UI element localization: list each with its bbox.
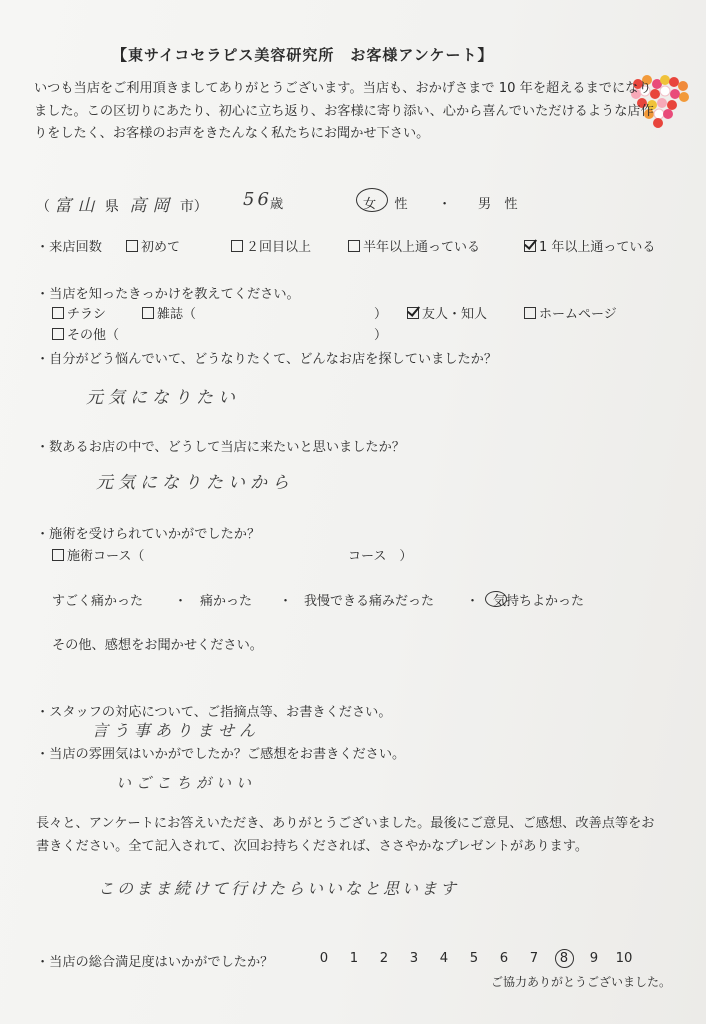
visit-option-halfyear: 半年以上通っている (348, 236, 480, 255)
rating-pleasant: 気持ちよかった (493, 594, 585, 609)
visit-option-oneyear: 1 年以上通っている (524, 236, 655, 255)
city-value: 高岡 (129, 196, 176, 216)
visit-checkbox-second (231, 240, 243, 252)
source-option-other: その他（ (52, 324, 119, 343)
male-option: 男 性 (478, 197, 518, 212)
survey-sheet: 【東サイコセラピス美容研究所 お客様アンケート】 いつも当店をご利用頂きましてありがとうございます。当店も、おかげさまで 10 年を超えるまでになりました。この区切りにあたり、初心に立ち返り、お客様に寄り添い、心から喜んでいただけるような店作りをしたく、お客様のお声をきたんなく私たちにお聞かせ下さい。 （ 富山 県 高岡 市） 56 歳 女 性 ・ 男 性 ・来店回数 初めて ２回目以上 半年以上通っている 1 年以上通っている ・当店を知ったきっかけを教えてください。 チラシ 雑誌（ ） 友人・知人 ホームページ その他（ ） ・自分がどう悩んでいて、どうなりたくて、どんなお店を探していましたか？ 元気になりたい ・数あるお店の中で、どうして当店に来たいと思いましたか？ 元気になりたいから ・施術を受けられていかがでしたか？ 施術コース（ コース ） すごく痛かった ・ 痛かった ・ 我慢できる痛みだった ・ 気持ちよかった その他、感想をお聞かせください。 ・スタッフの対応について、ご指摘点等、お書きください。 言う事ありません ・当店の雰囲気はいかがでしたか？ご感想をお書きください。 いごこちがいい 長々と、アンケートにお答えいただき、ありがとうございました。最後にご意見、ご感想、改善点等をお書きください。全て記入されて、次回お持ちくだされば、ささやかなプレゼントがあります。 このまま続けて行けたらいいなと思います ・当店の総合満足度はいかがでしたか？ 0 1 2 3 4 5 6 7 8 9 10 ご協力ありがとうございました。 (0, 0, 706, 1024)
score-2: 2 (379, 951, 389, 966)
closing-answer: このまま続けて行けたらいいなと思います (98, 879, 460, 898)
treatment-course-option: 施術コース（ (52, 545, 144, 564)
score-0: 0 (319, 951, 329, 966)
prefecture-label: 県 (104, 199, 119, 215)
intro-text: いつも当店をご利用頂きましてありがとうございます。当店も、おかげさまで 10 年を超えるまでになりました。この区切りにあたり、初心に立ち返り、お客様に寄り添い、心から喜んでいただけるような店作りをしたく、お客様のお声をきたんなく私たちにお聞かせ下さい。 (34, 81, 654, 141)
rating-bearable: 我慢できる痛みだった (304, 594, 435, 609)
respondent-line: （ 富山 県 高岡 市） (36, 196, 208, 216)
age-value: 56 (243, 189, 272, 210)
score-9: 9 (589, 951, 599, 966)
visit-checkbox-first (126, 240, 138, 252)
visit-option-second: ２回目以上 (231, 236, 311, 255)
treatment-question: ・施術を受けられていかがでしたか？ (36, 527, 261, 542)
atmosphere-question: ・当店の雰囲気はいかがでしたか？ご感想をお書きください。 (36, 747, 406, 762)
score-6: 6 (499, 951, 509, 966)
source-option-friend: 友人・知人 (407, 303, 487, 322)
score-8-selected: 8 (549, 951, 579, 966)
visit-checkbox-halfyear (348, 240, 360, 252)
score-7: 7 (529, 951, 539, 966)
score-1: 1 (349, 951, 359, 966)
score-5: 5 (469, 951, 479, 966)
satisfaction-question: ・当店の総合満足度はいかがでしたか？ (36, 955, 274, 970)
source-checkbox-other (52, 328, 64, 340)
city-label: 市） (179, 199, 208, 215)
source-checkbox-friend (407, 307, 419, 319)
visit-checkbox-oneyear (524, 240, 536, 252)
source-option-flyer: チラシ (52, 303, 106, 322)
survey-title: 【東サイコセラピス美容研究所 お客様アンケート】 (112, 46, 494, 64)
age-label: 歳 (270, 197, 284, 212)
score-10: 10 (615, 951, 633, 966)
score-3: 3 (409, 951, 419, 966)
score-4: 4 (439, 951, 449, 966)
source-checkbox-homepage (524, 307, 536, 319)
satisfaction-scale (309, 951, 639, 966)
treatment-course-checkbox (52, 549, 64, 561)
why-question: ・数あるお店の中で、どうして当店に来たいと思いましたか？ (36, 440, 405, 455)
closing-text: 長々と、アンケートにお答えいただき、ありがとうございました。最後にご意見、ご感想、改善点等をお書きください。全て記入されて、次回お持ちくだされば、ささやかなプレゼントがあります。 (36, 816, 655, 854)
thanks-text: ご協力ありがとうございました。 (491, 975, 672, 989)
source-checkbox-magazine (142, 307, 154, 319)
staff-question: ・スタッフの対応について、ご指摘点等、お書きください。 (36, 705, 392, 720)
worry-question: ・自分がどう悩んでいて、どうなりたくて、どんなお店を探していましたか？ (36, 352, 498, 367)
source-question: ・当店を知ったきっかけを教えてください。 (36, 287, 300, 302)
source-option-homepage: ホームページ (524, 303, 617, 322)
atmosphere-answer: いごこちがいい (116, 774, 257, 792)
staff-answer: 言う事ありません (92, 721, 261, 740)
visit-option-first: 初めて (126, 236, 180, 255)
rating-very-painful: すごく痛かった (52, 594, 144, 609)
source-option-magazine: 雑誌（ (142, 303, 196, 322)
visits-label: ・来店回数 (36, 240, 102, 255)
why-answer: 元気になりたいから (96, 473, 294, 493)
female-option: 女 性 (363, 197, 408, 212)
prefecture-value: 富山 (54, 196, 101, 216)
rating-painful: 痛かった (200, 594, 253, 609)
source-checkbox-flyer (52, 307, 64, 319)
worry-answer: 元気になりたい (86, 388, 240, 408)
treatment-other-prompt: その他、感想をお聞かせください。 (52, 638, 263, 653)
